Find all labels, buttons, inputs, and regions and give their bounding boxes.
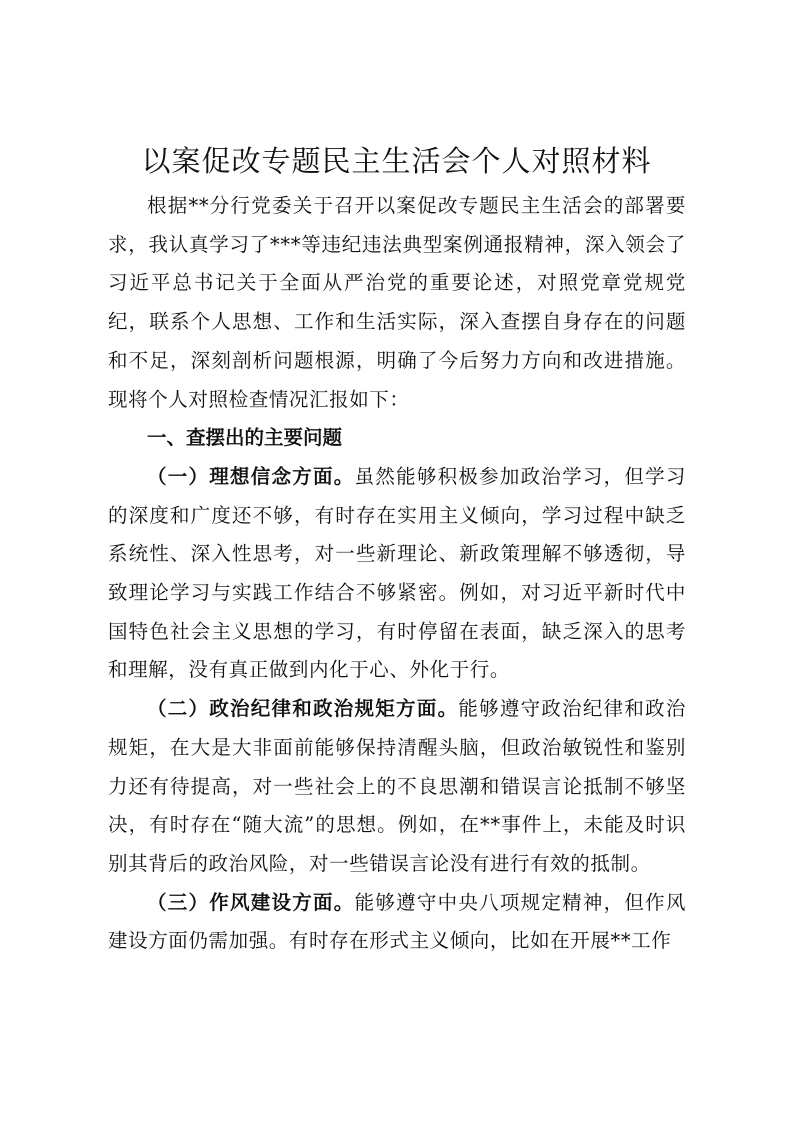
item-paragraph-conduct [108, 884, 686, 961]
item-text-ideals: 虽然能够积极参加政治学习，但学习的深度和广度还不够，有时存在实用主义倾向，学习过程中缺乏系统性、深入性思考，对一些新理论、新政策理解不够透彻，导致理论学习与实践工作结合不够紧密。例如，对习近平新时代中国特色社会主义思想的学习，有时停留在表面，缺乏深入的思考和理解，没有真正做到内化于心、外化于行。 [108, 464, 686, 682]
item-heading-discipline: （二）政治纪律和政治规矩方面。 [147, 697, 459, 721]
document-title: 以案促改专题民主生活会个人对照材料 [141, 144, 652, 178]
item-paragraph-discipline [108, 690, 686, 884]
item-paragraph-ideals [108, 458, 686, 690]
item-text-discipline: 能够遵守政治纪律和政治规矩，在大是大非面前能够保持清醒头脑，但政治敏锐性和鉴别力还有待提高，对一些社会上的不良思潮和错误言论抵制不够坚决，有时存在“随大流”的思想。例如，在**事件上，未能及时识别其背后的政治风险，对一些错误言论没有进行有效的抵制。 [108, 697, 686, 875]
item-heading-ideals: （一）理想信念方面。 [147, 464, 355, 488]
document-body [108, 187, 686, 961]
item-heading-conduct: （三）作风建设方面。 [147, 890, 355, 914]
section-heading-problems: 一、查摆出的主要问题 [147, 426, 343, 450]
item-text-conduct: 能够遵守中央八项规定精神，但作风建设方面仍需加强。有时存在形式主义倾向，比如在开展**工作 [108, 890, 686, 953]
intro-paragraph: 根据**分行党委关于召开以案促改专题民主生活会的部署要求，我认真学习了***等违纪违法典型案例通报精神，深入领会了习近平总书记关于全面从严治党的重要论述，对照党章党规党纪，联系个人思想、工作和生活实际，深入查摆自身存在的问题和不足，深刻剖析问题根源，明确了今后努力方向和改进措施。现将个人对照检查情况汇报如下： [108, 194, 686, 411]
